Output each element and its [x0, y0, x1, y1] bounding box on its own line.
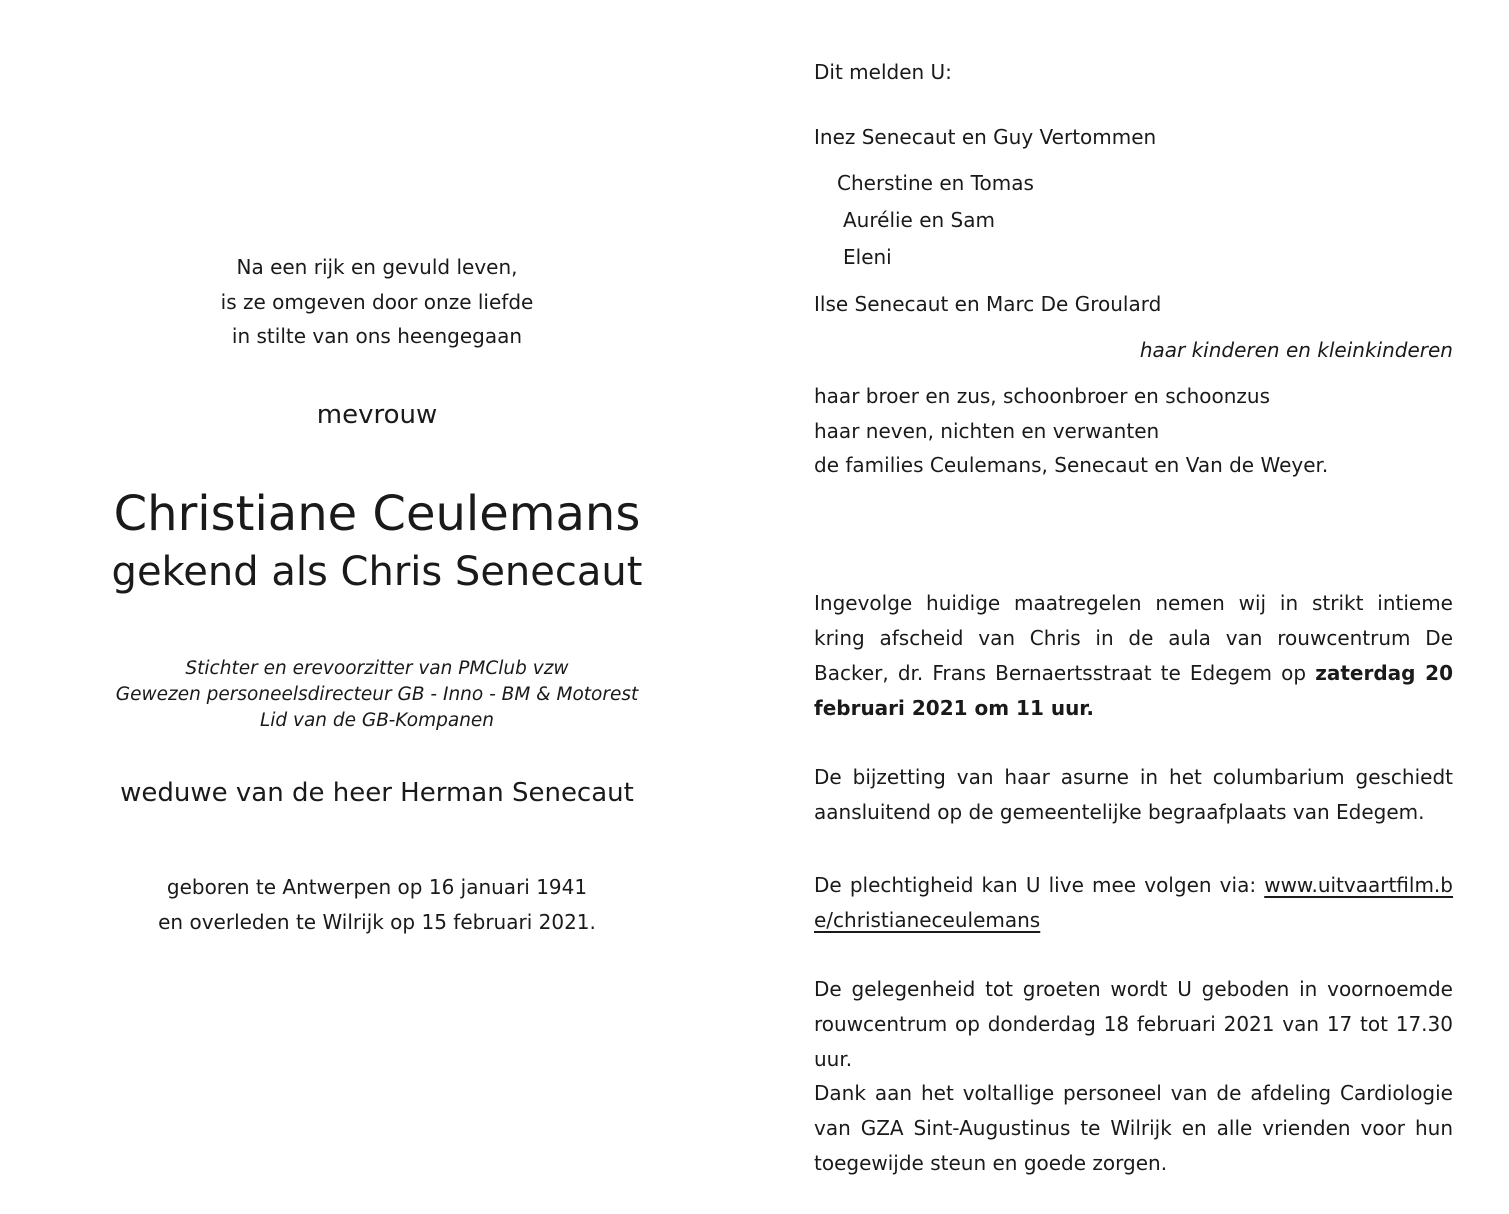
- intro-line: is ze omgeven door onze liefde: [220, 289, 534, 314]
- title-line: Gewezen personeelsdirecteur GB - Inno - BM & Motorest: [115, 684, 639, 705]
- family-signature: haar kinderen en kleinkinderen: [1139, 338, 1453, 362]
- thanks-paragraph: Dank aan het voltallige personeel van de afdeling Cardiologie van GZA Sint-Augustinus te Wilrijk en alle vrienden voor hun toegewijde steun en goede zorgen.: [814, 1081, 1453, 1175]
- widow-of: weduwe van de heer Herman Senecaut: [120, 778, 634, 808]
- relatives-line: de families Ceulemans, Senecaut en Van de Weyer.: [814, 453, 1329, 477]
- family-line-1: Inez Senecaut en Guy Vertommen: [814, 125, 1157, 149]
- ceremony-date: zaterdag 20 februari 2021 om 11 uur.: [814, 661, 1453, 720]
- burial-paragraph: De bijzetting van haar asurne in het columbarium geschiedt aansluitend op de gemeentelijke begraafplaats van Edegem.: [814, 765, 1453, 824]
- died-line: en overleden te Wilrijk op 15 februari 2021.: [158, 909, 596, 934]
- grandchild-line: Aurélie en Sam: [843, 208, 995, 232]
- born-line: geboren te Antwerpen op 16 januari 1941: [166, 875, 588, 899]
- relatives-line: haar broer en zus, schoonbroer en schoonzus: [814, 384, 1271, 408]
- titles: [60, 656, 694, 734]
- title-line: Stichter en erevoorzitter van PMClub vzw: [185, 658, 569, 679]
- grandchild-line: Eleni: [843, 245, 892, 269]
- stream-paragraph: [814, 868, 1453, 938]
- stream-text: De plechtigheid kan U live mee volgen via:: [814, 873, 1265, 897]
- known-as: gekend als Chris Senecaut: [111, 549, 643, 595]
- ceremony-paragraph: [814, 586, 1453, 726]
- deceased-name: Christiane Ceulemans: [113, 486, 641, 542]
- announce: Dit melden U:: [814, 60, 952, 84]
- title-line: Lid van de GB-Kompanen: [259, 710, 495, 731]
- stream-link[interactable]: www.uitvaartfilm.be/christianeceulemans: [814, 873, 1453, 932]
- intro-line: in stilte van ons heengegaan: [231, 324, 523, 348]
- salutation: mevrouw: [316, 400, 438, 430]
- ceremony-text: Ingevolge huidige maatregelen nemen wij in strikt intieme kring afscheid van Chris in de aula van rouwcentrum De Backer, dr. Frans Bernaertsstraat te Edegem op: [814, 591, 1453, 685]
- greeting-paragraph: De gelegenheid tot groeten wordt U geboden in voornoemde rouwcentrum op donderdag 18 februari 2021 van 17 tot 17.30 uur.: [814, 977, 1453, 1071]
- relatives-line: haar neven, nichten en verwanten: [814, 419, 1160, 443]
- life-dates: [60, 870, 694, 939]
- intro-line: Na een rijk en gevuld leven,: [236, 255, 518, 279]
- family-line-2: Ilse Senecaut en Marc De Groulard: [814, 292, 1162, 316]
- grandchild-line: Cherstine en Tomas: [837, 171, 1034, 195]
- intro-text: [60, 250, 694, 354]
